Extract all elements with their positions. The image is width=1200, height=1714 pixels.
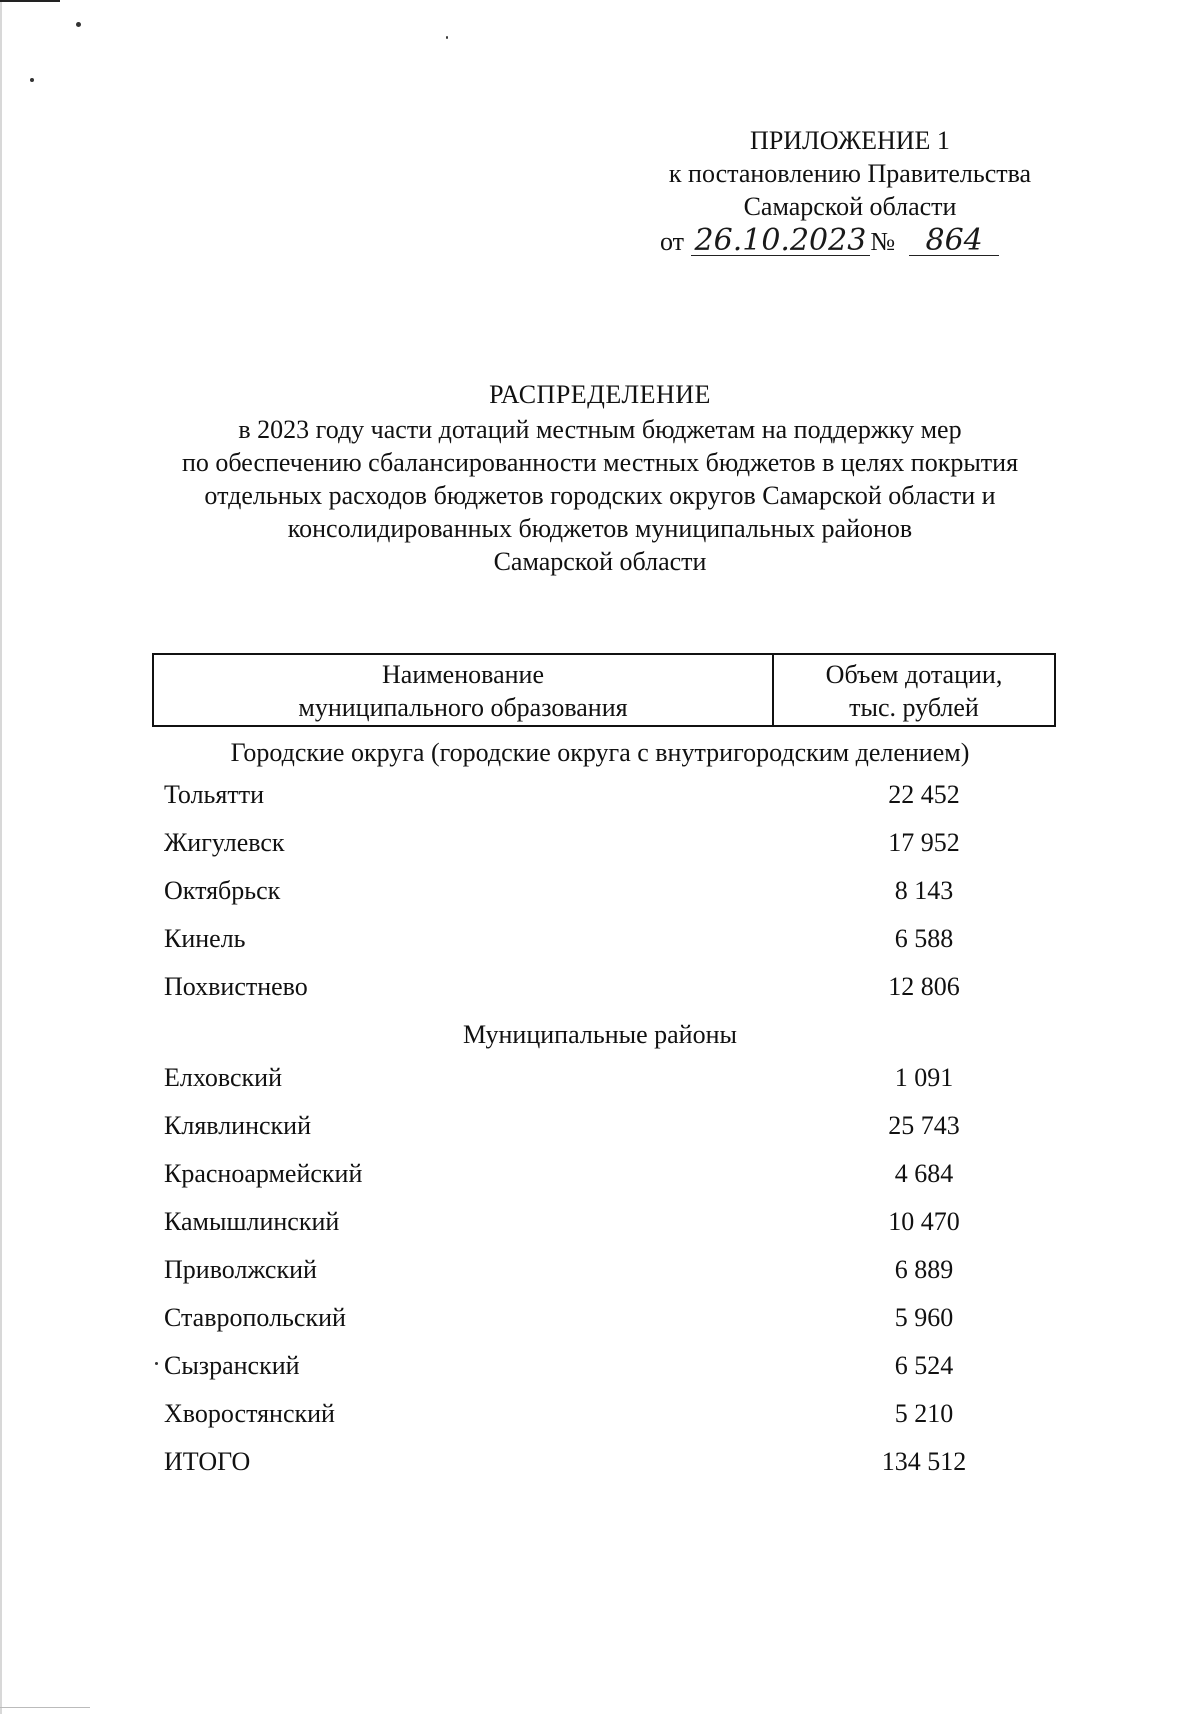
city-districts-rows [164,771,1044,1011]
table-row [164,1150,1044,1198]
scan-speck [76,22,81,27]
row-amount: 5 960 [894,1303,954,1332]
row-name: Октябрьск [164,876,281,905]
row-name: Жигулевск [164,828,285,857]
document-subtitle-line: по обеспечению сбалансированности местных бюджетов в целях покрытия [181,448,1019,477]
table-row [164,1054,1044,1102]
scan-speck [155,1362,158,1365]
document-subtitle-line: в 2023 году части дотаций местным бюджетам на поддержку мер [238,415,962,444]
row-amount: 6 588 [894,924,954,953]
appendix-line-1: к постановлению Правительства [668,159,1032,188]
document-subtitle-line: Самарской области [493,547,707,576]
row-name: Кинель [164,924,246,953]
row-name: Приволжский [164,1255,317,1284]
table-row [164,1294,1044,1342]
table-row [164,1390,1044,1438]
row-name: Клявлинский [164,1111,312,1140]
row-name: Ставропольский [164,1303,346,1332]
row-amount: 4 684 [894,1159,954,1188]
table-row [164,1102,1044,1150]
appendix-date-line [640,225,1060,258]
section-title-municipal-districts: Муниципальные районы [463,1020,737,1049]
row-name: Хворостянский [164,1399,335,1428]
row-amount: 6 524 [894,1351,954,1380]
scan-speck [446,36,448,39]
handwritten-date: 26.10.2023 [691,227,871,256]
document-heading: РАСПРЕДЕЛЕНИЕ [489,380,711,409]
appendix-title: ПРИЛОЖЕНИЕ 1 [750,126,950,155]
table-row [164,1198,1044,1246]
table-row [164,771,1044,819]
section-title-city-districts: Городские округа (городские округа с внутригородским делением) [230,738,970,767]
table-row [164,1246,1044,1294]
total-amount: 134 512 [881,1447,967,1476]
scan-speck [30,78,34,82]
row-name: Тольятти [164,780,265,809]
scan-edge-bottom [0,1707,90,1708]
header-name-column [154,655,774,725]
row-name: Сызранский [164,1351,300,1380]
appendix-block [640,124,1060,258]
row-amount: 5 210 [894,1399,954,1428]
header-name-line-1: Наименование [382,660,544,689]
row-name: Похвистнево [164,972,308,1001]
table-header [152,653,1056,727]
table-row [164,1342,1044,1390]
total-row [164,1438,1044,1486]
header-amount-line-1: Объем дотации, [825,660,1003,689]
scan-edge-top [0,0,60,2]
header-amount-column [774,655,1054,725]
row-name: Камышлинский [164,1207,340,1236]
row-amount: 8 143 [894,876,954,905]
row-amount: 1 091 [894,1063,954,1092]
row-amount: 22 452 [888,780,960,809]
row-amount: 10 470 [888,1207,960,1236]
date-prefix: от [660,227,685,256]
number-prefix: № [870,227,896,256]
document-title [100,378,1100,578]
table-row [164,915,1044,963]
document-subtitle-line: отдельных расходов бюджетов городских округов Самарской области и [204,481,996,510]
table-row [164,963,1044,1011]
handwritten-number: 864 [909,227,999,256]
header-name-line-2: муниципального образования [298,693,628,722]
row-amount: 25 743 [888,1111,960,1140]
table-row [164,867,1044,915]
row-amount: 12 806 [888,972,960,1001]
row-amount: 17 952 [888,828,960,857]
row-name: Красноармейский [164,1159,363,1188]
scan-edge-left [0,0,2,1714]
appendix-line-2: Самарской области [743,192,957,221]
row-amount: 6 889 [894,1255,954,1284]
total-label: ИТОГО [164,1447,251,1476]
table-row [164,819,1044,867]
header-amount-line-2: тыс. рублей [849,693,979,722]
document-subtitle-line: консолидированных бюджетов муниципальных районов [287,514,913,543]
municipal-districts-rows [164,1054,1044,1486]
row-name: Елховский [164,1063,282,1092]
